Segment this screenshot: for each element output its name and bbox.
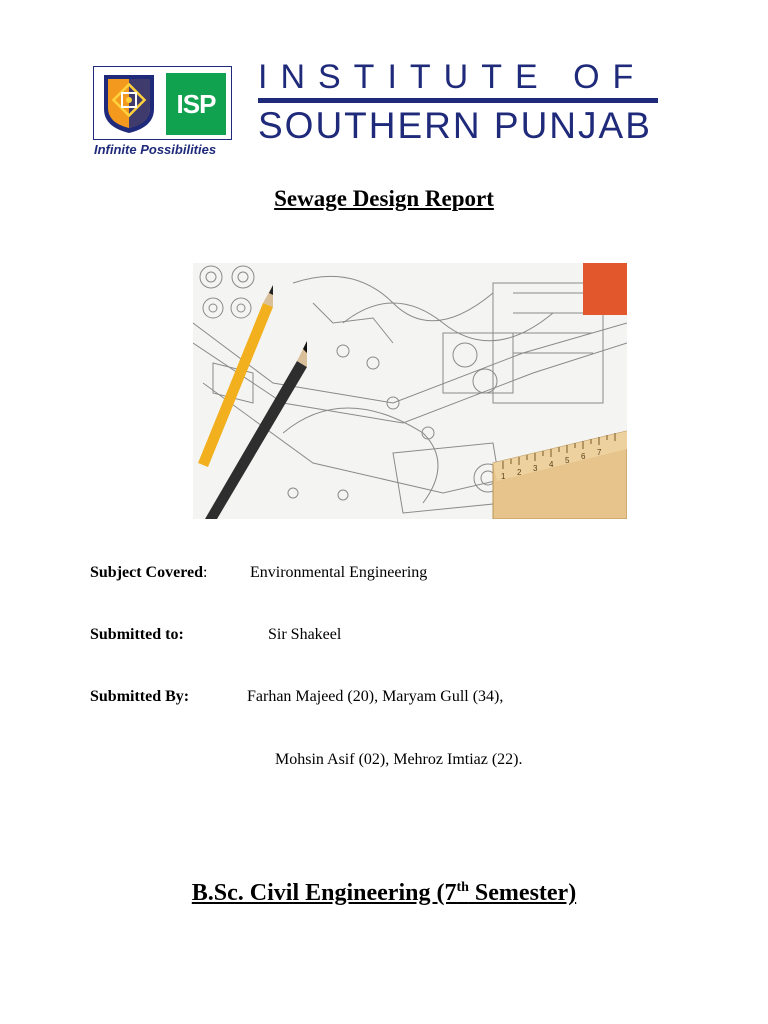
report-title: Sewage Design Report xyxy=(274,186,494,211)
ruler-number: 2 xyxy=(517,468,522,477)
ruler-number: 6 xyxy=(581,452,586,461)
degree-prefix: B.Sc. Civil Engineering (7 xyxy=(191,880,457,906)
institute-name-line2: SOUTHERN PUNJAB xyxy=(258,105,652,146)
institute-logo-box xyxy=(93,66,232,140)
orange-tool-shape xyxy=(583,263,627,315)
ruler-number: 7 xyxy=(597,448,602,457)
institute-name-rule xyxy=(258,98,658,103)
blueprint-illustration xyxy=(193,263,627,519)
ruler-number: 4 xyxy=(549,460,554,469)
institute-tagline: Infinite Possibilities xyxy=(94,142,217,157)
engineering-drawing-image xyxy=(193,263,627,519)
institute-name-line1: INSTITUTE OF xyxy=(258,58,647,96)
degree-suffix: Semester) xyxy=(468,880,577,906)
degree-ordinal-suffix: th xyxy=(456,880,469,895)
subject-value: Environmental Engineering xyxy=(250,564,428,581)
ruler-number: 5 xyxy=(565,456,570,465)
submitted-to-value: Sir Shakeel xyxy=(268,626,342,643)
wooden-ruler-icon xyxy=(493,431,627,519)
ruler-number: 1 xyxy=(501,472,506,481)
subject-row xyxy=(90,564,428,582)
submitted-by-label: Submitted By: xyxy=(90,688,190,705)
subject-colon: : xyxy=(203,564,208,581)
shield-crest-icon xyxy=(100,71,158,135)
isp-logo: ISP xyxy=(166,73,226,135)
ruler-number: 3 xyxy=(533,464,538,473)
submitted-to-row xyxy=(90,626,342,644)
submitted-to-label: Submitted to: xyxy=(90,626,184,643)
submitted-by-line1: Farhan Majeed (20), Maryam Gull (34), xyxy=(247,688,504,705)
institute-header xyxy=(93,58,663,162)
submitted-by-line2: Mohsin Asif (02), Mehroz Imtiaz (22). xyxy=(275,751,523,768)
submitted-by-row xyxy=(90,688,504,706)
degree-heading xyxy=(0,880,768,907)
subject-label: Subject Covered xyxy=(90,564,204,581)
